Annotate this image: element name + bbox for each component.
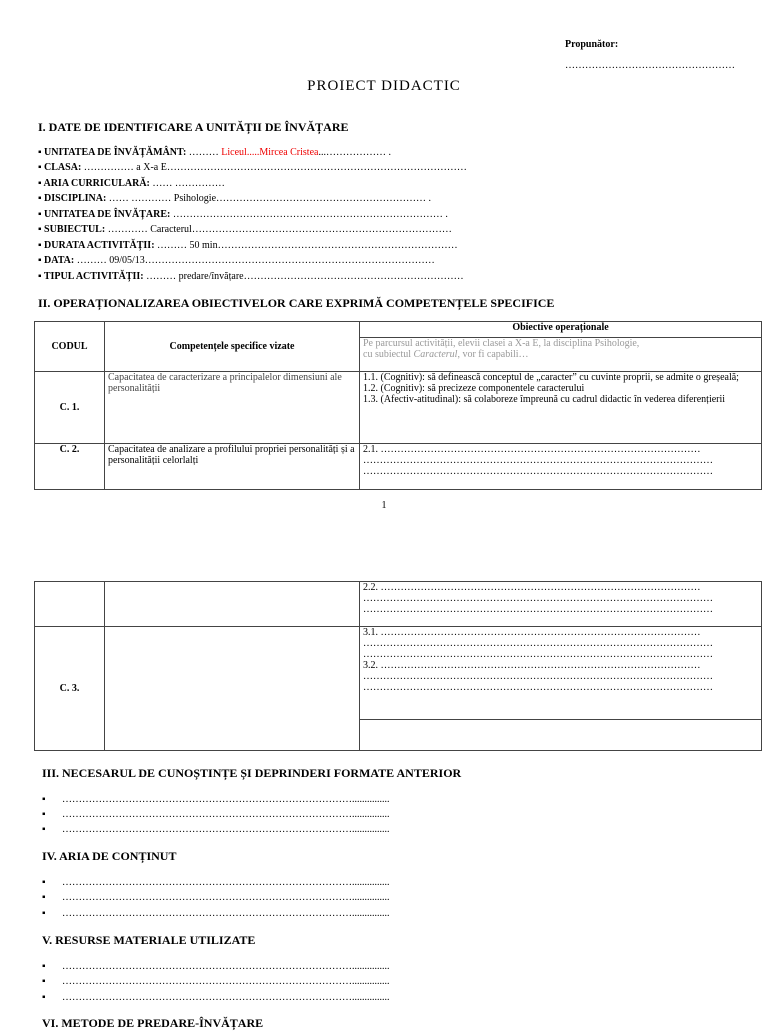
info-label: ▪ DURATA ACTIVITĂȚII: (38, 240, 155, 251)
row-code: C. 1. (35, 372, 105, 444)
objectives-table (34, 321, 762, 490)
page-title: PROIECT DIDACTIC (307, 78, 461, 94)
row-obiective: 3.1. …………………………………………………………………………………… …………………………………………………………………………………………… …………………………………………………………………………………………… 3.2. …………………………………………………………………………………… …………………………………………………………………………………………… …………………………………………………………………………………………… (360, 627, 762, 751)
row-obiective: 2.2. …………………………………………………………………………………… …………………………………………………………………………………………… …………………………………………………………………………………………… (360, 582, 762, 627)
info-label: ▪ DATA: (38, 255, 75, 266)
info-value: Psihologie (173, 193, 217, 204)
info-row-data: ▪ DATA: ……… 09/05/13…………………………………………………………………………… (38, 255, 435, 266)
info-row-subiectul: ▪ SUBIECTUL: ………… Caracterul…………………………………………………………………… (38, 224, 452, 235)
info-value: 50 min (189, 240, 218, 251)
section-5-heading: V. RESURSE MATERIALE UTILIZATE (42, 933, 256, 947)
table-row (35, 582, 762, 627)
list-item: ▪ ……………………………………………………………………………............... (42, 908, 390, 919)
obiective-intro: Pe parcursul activității, elevii clasei a X-a E, la disciplina Psihologie, cu subiectul Caracterul, vor fi capabili… (360, 338, 762, 372)
info-label: ▪ DISCIPLINA: (38, 193, 107, 204)
info-value: Caracterul (150, 224, 192, 235)
info-label: ▪ SUBIECTUL: (38, 224, 106, 235)
section-6-heading: VI. METODE DE PREDARE-ÎNVĂȚARE (42, 1016, 264, 1030)
info-row-clasa: ▪ CLASA: …………… a X-a E……………………………………………………………………………… (38, 162, 467, 173)
row-competenta (105, 582, 360, 627)
info-row-unitatea-invatare: ▪ UNITATEA DE ÎNVĂȚARE: ……………………………………………………………………… . (38, 209, 448, 220)
row-code (35, 582, 105, 627)
objectives-table-continued (34, 581, 762, 751)
propunator-line: …………………………………………… (565, 60, 735, 71)
section-3-heading: III. NECESARUL DE CUNOȘTINȚE ȘI DEPRINDERI FORMATE ANTERIOR (42, 766, 462, 780)
info-row-unitatea-invatamant: ▪ UNITATEA DE ÎNVĂȚĂMÂNT: ……… Liceul.....Mircea Cristea...……………… . (38, 147, 391, 158)
info-value: a X-a E (136, 162, 167, 173)
list-item: ▪ ……………………………………………………………………………............... (42, 794, 390, 805)
info-label: ▪ UNITATEA DE ÎNVĂȚĂMÂNT: (38, 147, 187, 158)
row-code: C. 2. (35, 444, 105, 490)
info-row-tipul-activitatii: ▪ TIPUL ACTIVITĂȚII: ……… predare/învățare………………………………………………………… (38, 271, 464, 282)
section-2-heading: II. OPERAȚIONALIZAREA OBIECTIVELOR CARE EXPRIMĂ COMPETENȚELE SPECIFICE (38, 296, 555, 310)
info-label: ▪ TIPUL ACTIVITĂȚII: (38, 271, 144, 282)
table-row (35, 444, 762, 490)
info-row-aria-curriculara: ▪ ARIA CURRICULARĂ: …… …………… (38, 178, 225, 189)
list-item: ▪ ……………………………………………………………………………............... (42, 976, 390, 987)
row-competenta (105, 627, 360, 751)
propunator-label: Propunător: (565, 39, 619, 50)
page-number: 1 (381, 500, 387, 511)
info-value: predare/învățare (178, 271, 244, 282)
col-header-codul: CODUL (35, 322, 105, 372)
list-item: ▪ ……………………………………………………………………………............... (42, 892, 390, 903)
list-item: ▪ ……………………………………………………………………………............... (42, 961, 390, 972)
info-row-disciplina: ▪ DISCIPLINA: …… ………… Psihologie……………………………………………………… . (38, 193, 432, 204)
row-obiective: 1.1. (Cognitiv): să definească conceptul de „caracter” cu cuvinte proprii, se admite o greșeală; 1.2. (Cognitiv): să precizeze componentele caracterului 1.3. (Afectiv-atitudinal): să colaboreze împreună cu cadrul didactic în vederea diferențierii (360, 372, 762, 444)
info-label: ▪ ARIA CURRICULARĂ: (38, 178, 150, 189)
row-competenta: Capacitatea de analizare a profilului propriei personalități și a personalității celorlalți (105, 444, 360, 490)
col-header-competente: Competențele specifice vizate (105, 322, 360, 372)
info-value: Liceul.....Mircea Cristea (221, 147, 319, 158)
list-item: ▪ ……………………………………………………………………………............... (42, 809, 390, 820)
info-value: 09/05/13 (109, 255, 145, 266)
section-4-heading: IV. ARIA DE CONȚINUT (42, 849, 177, 863)
list-item: ▪ ……………………………………………………………………………............... (42, 992, 390, 1003)
list-item: ▪ ……………………………………………………………………………............... (42, 824, 390, 835)
info-row-durata: ▪ DURATA ACTIVITĂȚII: ……… 50 min……………………………………………………………… (38, 240, 458, 251)
row-obiective: 2.1. …………………………………………………………………………………… …………………………………………………………………………………………… …………………………………………………………………………………………… (360, 444, 762, 490)
info-label: ▪ UNITATEA DE ÎNVĂȚARE: (38, 209, 171, 220)
info-label: ▪ CLASA: (38, 162, 82, 173)
table-row (35, 372, 762, 444)
row-competenta: Capacitatea de caracterizare a principalelor dimensiuni ale personalității (105, 372, 360, 444)
col-header-obiective: Obiective operaționale (360, 322, 762, 338)
table-row (35, 627, 762, 751)
list-item: ▪ ……………………………………………………………………………............... (42, 877, 390, 888)
row-code: C. 3. (35, 627, 105, 751)
section-1-heading: I. DATE DE IDENTIFICARE A UNITĂȚII DE ÎNVĂȚARE (38, 120, 349, 134)
